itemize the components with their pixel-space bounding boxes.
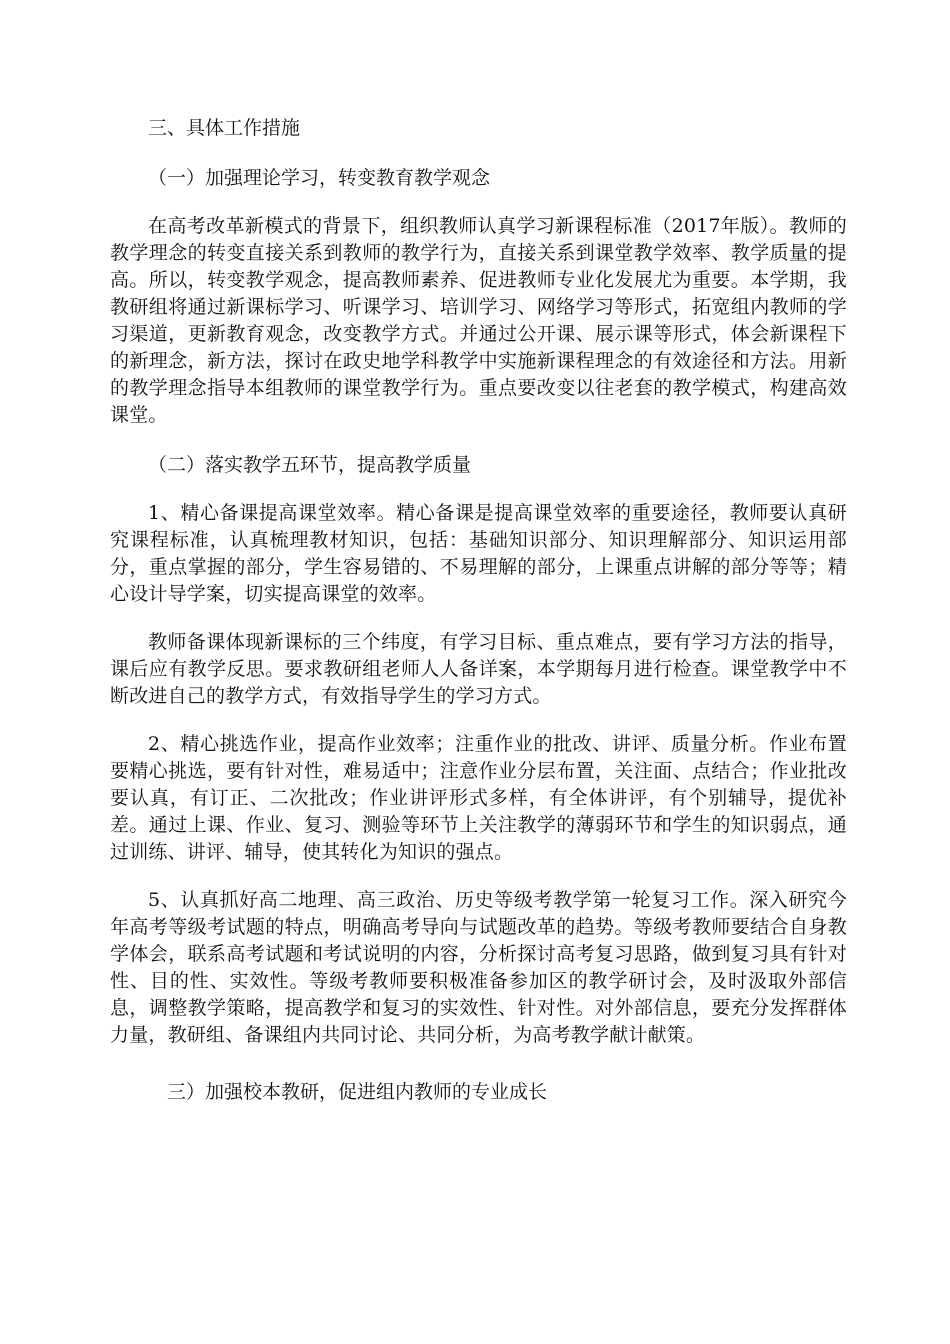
document-page xyxy=(110,113,847,1127)
paragraph-5: 5、认真抓好高二地理、高三政治、历史等级考教学第一轮复习工作。深入研究今年高考等级考试题的特点，明确高考导向与试题改革的趋势。等级考教师要结合自身教学体会，联系高考试题和考试说明的内容，分析探讨高考复习思路，做到复习具有针对性、目的性、实效性。等级考教师要积极准备参加区的教学研讨会，及时汲取外部信息，调整教学策略，提高教学和复习的实效性、针对性。对外部信息，要充分发挥群体力量，教研组、备课组内共同讨论、共同分析，为高考教学献计献策。 xyxy=(110,889,847,1046)
paragraph-4: 2、精心挑选作业，提高作业效率；注重作业的批改、讲评、质量分析。作业布置要精心挑选，要有针对性，难易适中；注意作业分层布置，关注面、点结合；作业批改要认真，有订正、二次批改；作业讲评形式多样，有全体讲评，有个别辅导，提优补差。通过上课、作业、复习、测验等环节上关注教学的薄弱环节和学生的知识弱点，通过训练、讲评、辅导，使其转化为知识的强点。 xyxy=(110,733,847,863)
subsection-heading-1: （一）加强理论学习，转变教育教学观念 xyxy=(148,167,491,189)
section-title: 三、具体工作措施 xyxy=(148,117,301,139)
paragraph-1: 在高考改革新模式的背景下，组织教师认真学习新课程标准（2017年版）。教师的教学理念的转变直接关系到教师的教学行为，直接关系到课堂教学效率、教学质量的提高。所以，转变教学观念，提高教师素养、促进教师专业化发展尤为重要。本学期，我教研组将通过新课标学习、听课学习、培训学习、网络学习等形式，拓宽组内教师的学习渠道，更新教育观念，改变教学方式。并通过公开课、展示课等形式，体会新课程下的新理念，新方法，探讨在政史地学科教学中实施新课程理念的有效途径和方法。用新的教学理念指导本组教师的课堂教学行为。重点要改变以往老套的教学模式，构建高效课堂。 xyxy=(110,215,847,426)
subsection-heading-3: 三）加强校本教研，促进组内教师的专业成长 xyxy=(167,1081,548,1103)
paragraph-2: 1、精心备课提高课堂效率。精心备课是提高课堂效率的重要途径，教师要认真研究课程标准，认真梳理教材知识，包括：基础知识部分、知识理解部分、知识运用部分，重点掌握的部分，学生容易错的、不易理解的部分，上课重点讲解的部分等等；精心设计导学案，切实提高课堂的效率。 xyxy=(110,502,847,605)
subsection-heading-2: （二）落实教学五环节，提高教学质量 xyxy=(148,454,472,476)
paragraph-3: 教师备课体现新课标的三个纬度，有学习目标、重点难点，要有学习方法的指导，课后应有教学反思。要求教研组老师人人备详案，本学期每月进行检查。课堂教学中不断改进自己的教学方式，有效指导学生的学习方式。 xyxy=(110,631,847,707)
